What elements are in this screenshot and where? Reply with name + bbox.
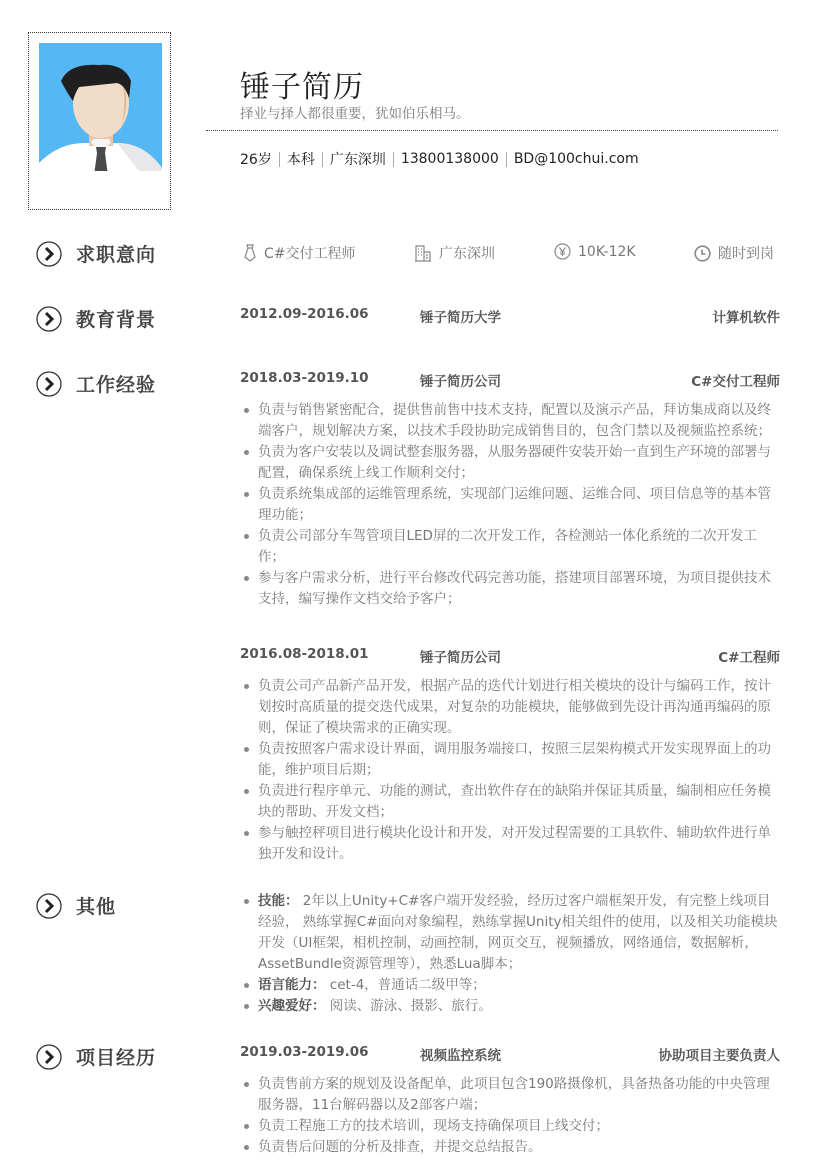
education-school: 锤子简历大学	[420, 310, 501, 326]
other-bullets	[240, 891, 782, 1017]
hobbies-label: 兴趣爱好：	[258, 998, 326, 1014]
chevron-circle-icon	[36, 1044, 62, 1070]
list-item: 负责公司部分车驾管项目LED屏的二次开发工作，各检测站一体化系统的二次开发工作；	[240, 526, 782, 568]
language-label: 语言能力：	[258, 977, 326, 993]
language-text: cet-4，普通话二级甲等；	[329, 977, 486, 993]
section-title: 工作经验	[76, 374, 157, 396]
list-item	[240, 996, 782, 1017]
building-icon	[414, 244, 432, 262]
project-name: 视频监控系统	[420, 1048, 501, 1064]
chevron-circle-icon	[36, 893, 62, 919]
section-title: 其他	[76, 896, 117, 918]
list-item: 负责系统集成部的运维管理系统，实现部门运维问题、运维合同、项目信息等的基本管理功能；	[240, 484, 782, 526]
section-title: 教育背景	[76, 309, 157, 331]
separator	[322, 152, 323, 167]
contact-info	[240, 149, 639, 169]
list-item	[240, 975, 782, 996]
resume-name: 锤子简历	[240, 70, 364, 105]
intent-salary	[554, 243, 636, 260]
section-title: 求职意向	[76, 244, 157, 266]
chevron-circle-icon	[36, 241, 62, 267]
separator	[279, 152, 280, 167]
intent-position	[243, 243, 356, 263]
intent-availability-text: 随时到岗	[718, 246, 774, 262]
project-role: 协助项目主要负责人	[658, 1048, 780, 1064]
intent-availability	[694, 243, 774, 263]
list-item: 负责售后问题的分析及排查，并提交总结报告。	[240, 1137, 782, 1158]
list-item: 参与触控秤项目进行模块化设计和开发，对开发过程需要的工具软件、辅助软件进行单独开发和设计。	[240, 823, 782, 865]
contact-age: 26岁	[240, 152, 272, 168]
project-bullets	[240, 1074, 782, 1158]
intent-position-text: C#交付工程师	[264, 246, 356, 262]
section-header-education	[36, 305, 156, 332]
intent-location	[414, 243, 495, 263]
hobbies-text: 阅读、游泳、摄影、旅行。	[329, 998, 492, 1014]
chevron-circle-icon	[36, 306, 62, 332]
job-row	[240, 370, 780, 390]
job-company: 锤子简历公司	[420, 650, 501, 666]
list-item: 负责按照客户需求设计界面，调用服务端接口，按照三层架构模式开发实现界面上的功能，维护项目后期；	[240, 739, 782, 781]
job-bullets	[240, 676, 782, 865]
education-row	[240, 306, 780, 326]
job-row	[240, 646, 780, 666]
contact-location: 广东深圳	[329, 152, 386, 168]
section-header-intent	[36, 240, 156, 267]
list-item: 负责售前方案的规划及设备配单，此项目包含190路摄像机，具备热备功能的中央管理服务器，11台解码器以及2部客户端；	[240, 1074, 782, 1116]
education-major: 计算机软件	[712, 310, 780, 326]
section-title: 项目经历	[76, 1047, 157, 1069]
resume-motto: 择业与择人都很重要，犹如伯乐相马。	[240, 106, 470, 122]
contact-phone: 13800138000	[400, 151, 499, 167]
header-divider	[206, 130, 778, 131]
profile-photo-frame	[28, 32, 171, 210]
list-item: 负责与销售紧密配合，提供售前售中技术支持，配置以及演示产品，拜访集成商以及终端客户，规划解决方案，以技术手段协助完成销售目的，包含门禁以及视频监控系统；	[240, 400, 782, 442]
job-date: 2016.08-2018.01	[240, 646, 369, 662]
separator	[393, 152, 394, 167]
job-role: C#工程师	[718, 650, 780, 666]
separator	[506, 152, 507, 167]
job-role: C#交付工程师	[691, 374, 780, 390]
list-item: 负责工程施工方的技术培训，现场支持确保项目上线交付；	[240, 1116, 782, 1137]
skills-text: 2年以上Unity+C#客户端开发经验，经历过客户端框架开发，有完整上线项目经验， 熟练掌握C#面向对象编程，熟练掌握Unity相关组件的使用，以及相关功能模块开发（UI框架，相机控制，动画控制，网页交互，视频播放，网络通信，数据解析，AssetBundle资源管理等），熟悉Lua脚本；	[258, 893, 778, 972]
contact-degree: 本科	[286, 152, 315, 168]
list-item: 参与客户需求分析，进行平台修改代码完善功能，搭建项目部署环境，为项目提供技术支持，编写操作文档交给予客户；	[240, 568, 782, 610]
yen-icon	[554, 243, 571, 260]
section-header-other	[36, 892, 116, 919]
section-header-work	[36, 370, 156, 397]
contact-email: BD@100chui.com	[513, 151, 639, 167]
job-date: 2018.03-2019.10	[240, 370, 369, 386]
skills-label: 技能：	[258, 893, 299, 909]
intent-salary-text: 10K-12K	[578, 243, 636, 260]
section-header-project	[36, 1043, 156, 1070]
job-company: 锤子简历公司	[420, 374, 501, 390]
education-date: 2012.09-2016.06	[240, 306, 369, 322]
clock-icon	[694, 245, 711, 262]
project-row	[240, 1044, 780, 1064]
list-item: 负责公司产品新产品开发，根据产品的迭代计划进行相关模块的设计与编码工作，按计划按时高质量的提交迭代成果，对复杂的功能模块，能够做到先设计再沟通再编码的原则，保证了模块需求的正确实现。	[240, 676, 782, 739]
list-item	[240, 891, 782, 975]
list-item: 负责为客户安装以及调试整套服务器，从服务器硬件安装开始一直到生产环境的部署与配置，确保系统上线工作顺利交付；	[240, 442, 782, 484]
avatar	[39, 43, 162, 171]
list-item: 负责进行程序单元、功能的测试，查出软件存在的缺陷并保证其质量，编制相应任务模块的帮助、开发文档；	[240, 781, 782, 823]
job-bullets	[240, 400, 782, 610]
tie-icon	[243, 244, 257, 262]
project-date: 2019.03-2019.06	[240, 1044, 369, 1060]
intent-location-text: 广东深圳	[439, 246, 495, 262]
chevron-circle-icon	[36, 371, 62, 397]
